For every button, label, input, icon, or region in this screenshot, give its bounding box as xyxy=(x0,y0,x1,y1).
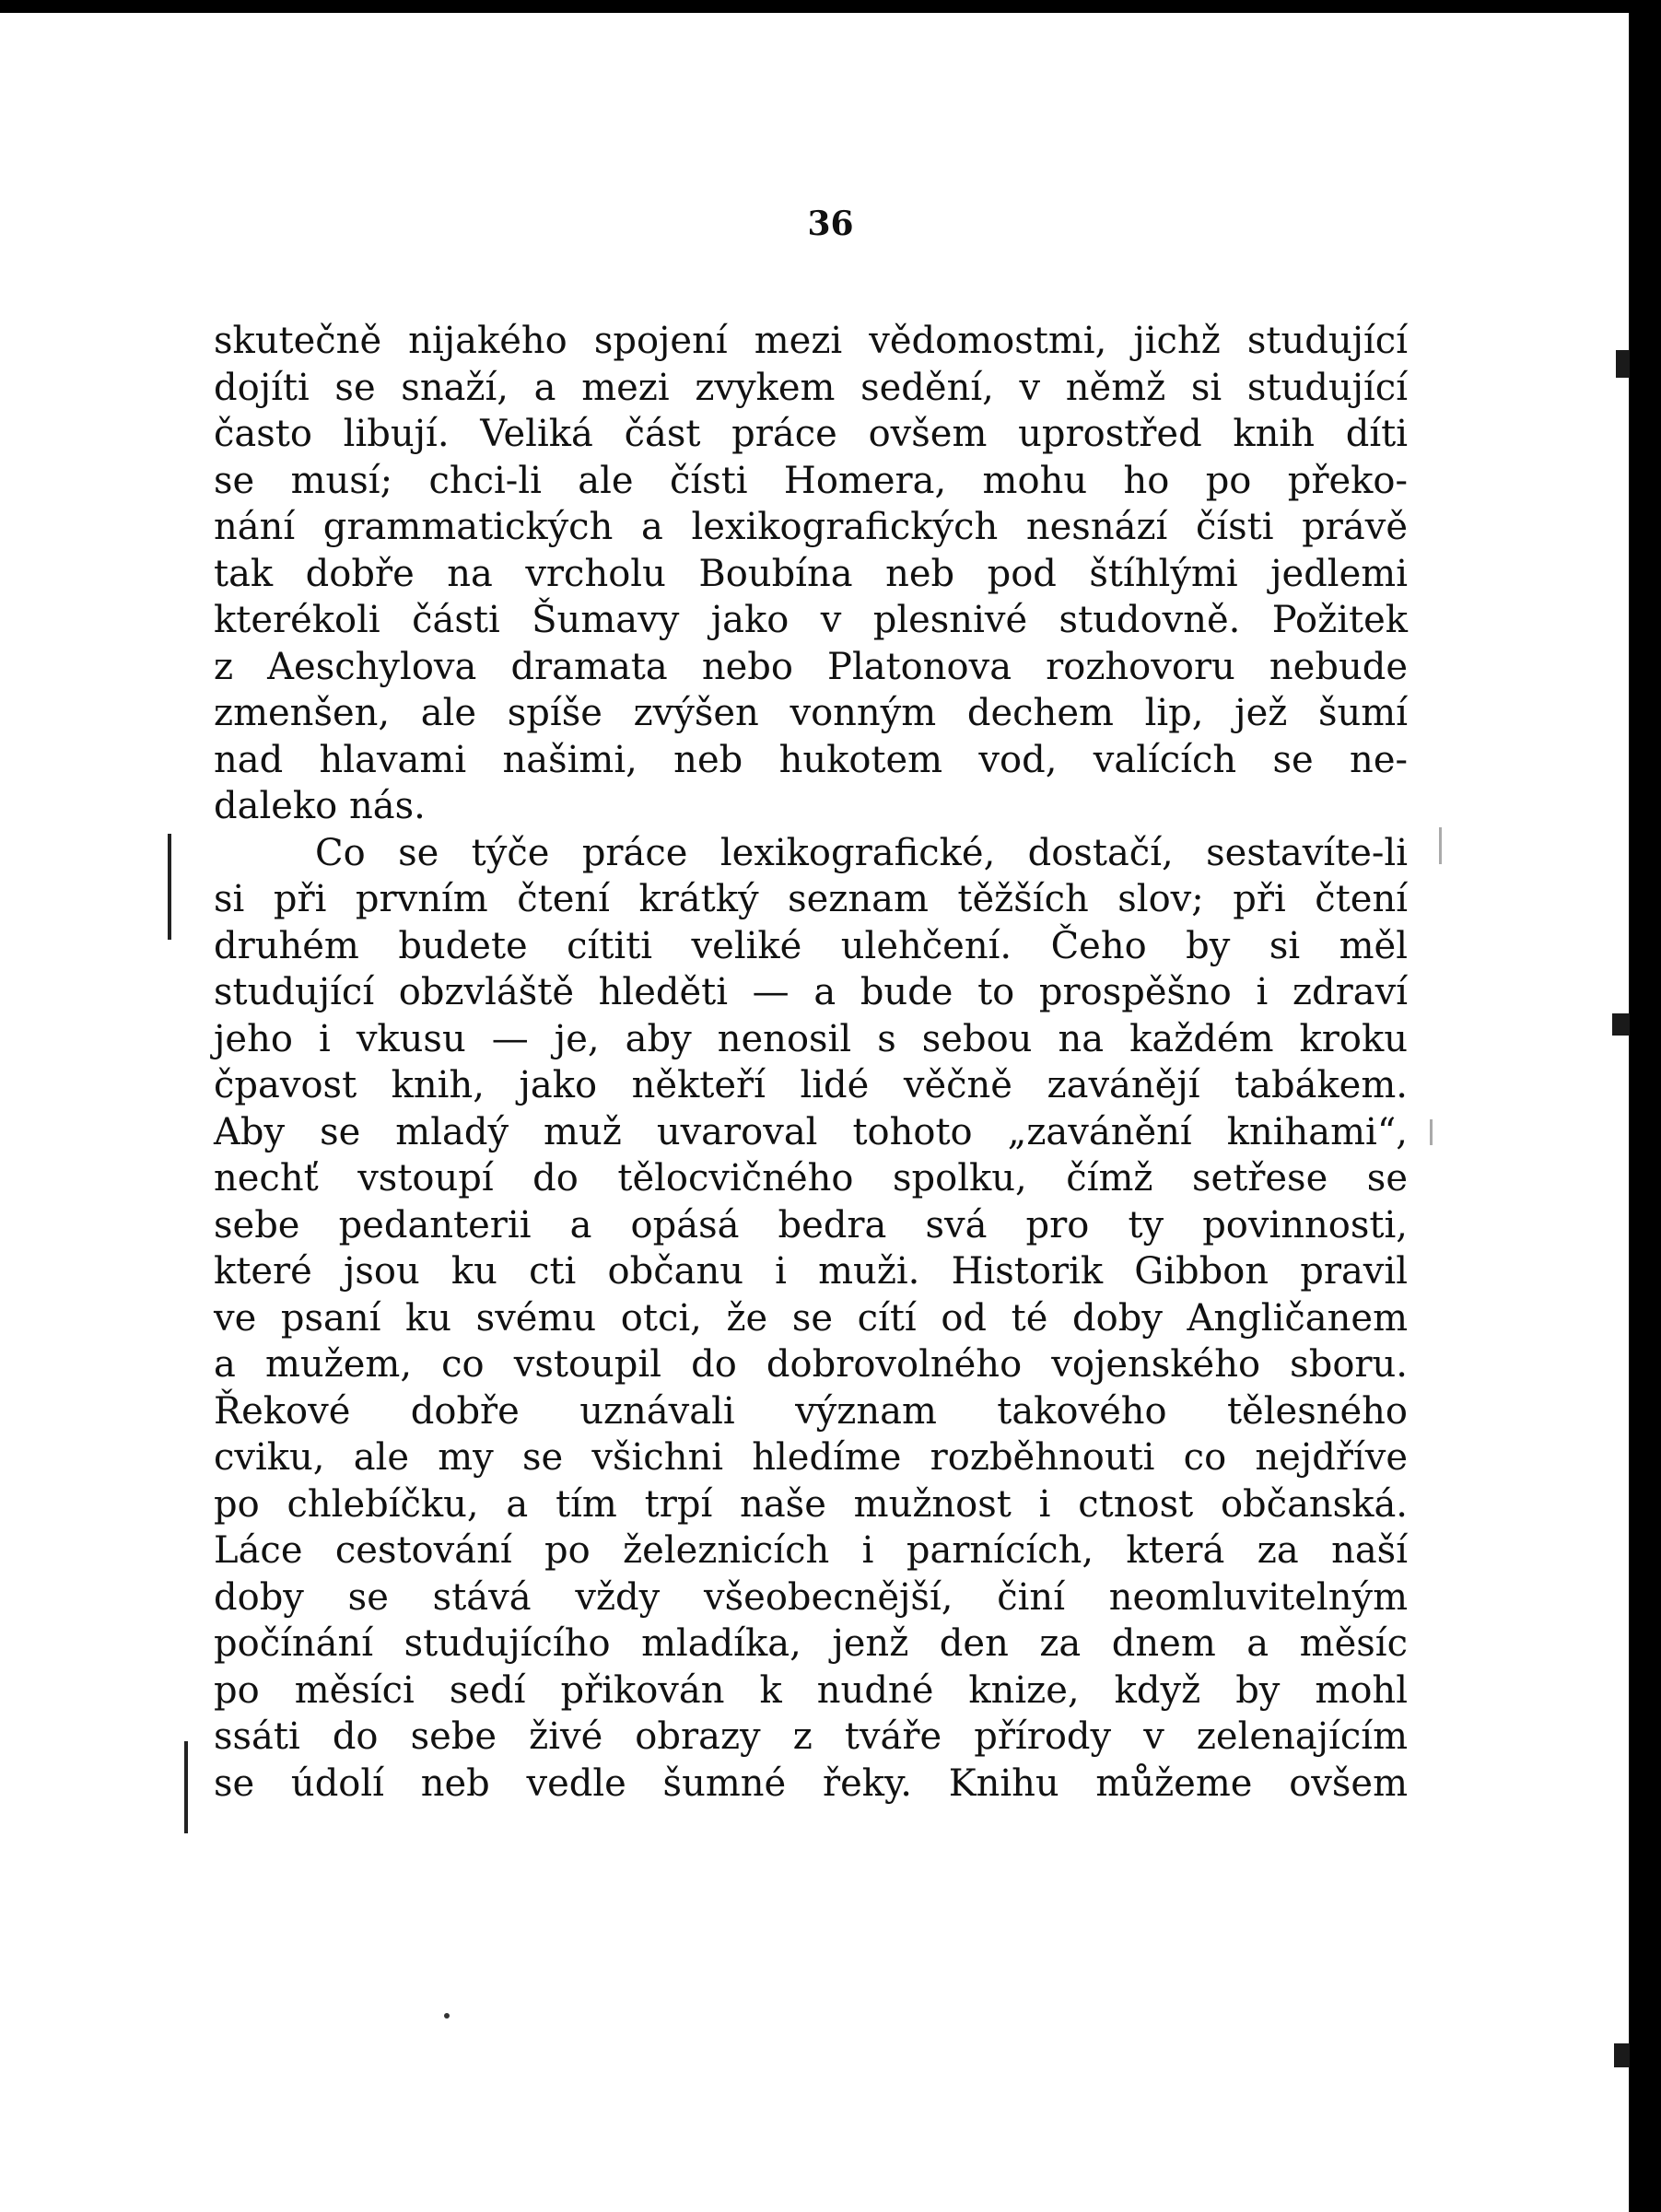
gutter-mark xyxy=(1616,350,1629,378)
text-line: kterékoli části Šumavy jako v plesnivé studovně. Požitek xyxy=(214,599,1408,641)
text-line: počínání studujícího mladíka, jenž den za dnem a měsíc xyxy=(214,1622,1408,1665)
text-line: často libují. Veliká část práce ovšem uprostřed knih díti xyxy=(214,413,1408,455)
margin-bracket xyxy=(168,834,171,940)
body-text xyxy=(214,318,1408,1807)
gutter-mark xyxy=(1614,2043,1629,2067)
text-line: skutečně nijakého spojení mezi vědomostmi, jichž studující xyxy=(214,320,1408,362)
text-line: sebe pedanterii a opásá bedra svá pro ty povinnosti, xyxy=(214,1203,1408,1246)
margin-bracket xyxy=(184,1741,188,1833)
text-line: Láce cestování po železnicích i parnících, která za naší xyxy=(214,1529,1408,1572)
text-line: dojíti se snaží, a mezi zvykem sedění, v němž si studující xyxy=(214,366,1408,409)
text-line: po chlebíčku, a tím trpí naše mužnost i ctnost občanská. xyxy=(214,1482,1408,1526)
stray-ink-dot xyxy=(444,2013,450,2019)
text-line: nání grammatických a lexikografických nesnází čísti právě xyxy=(214,506,1408,548)
text-line: po měsíci sedí přikován k nudné knize, když by mohl xyxy=(214,1668,1408,1712)
text-line: ve psaní ku svému otci, že se cítí od té doby Angličanem xyxy=(214,1296,1408,1340)
text-line: Řekové dobře uznávali význam takového tělesného xyxy=(214,1389,1408,1433)
paragraph-first-line: Co se týče práce lexikografické, dostačí, sestavíte-li xyxy=(315,831,1408,874)
text-line: cviku, ale my se všichni hledíme rozběhnouti co nejdříve xyxy=(214,1436,1408,1479)
text-line: tak dobře na vrcholu Boubína neb pod štíhlými jedlemi xyxy=(214,552,1408,595)
text-line: nad hlavami našimi, neb hukotem vod, valících se ne- xyxy=(214,738,1408,781)
text-line: nechť vstoupí do tělocvičného spolku, čímž setřese se xyxy=(214,1157,1408,1200)
margin-dot xyxy=(1430,1119,1433,1145)
text-line: druhém budete cítiti veliké ulehčení. Čeho by si měl xyxy=(214,924,1408,967)
page-number: 36 xyxy=(807,205,854,243)
text-line: Aby se mladý muž uvaroval tohoto „zavánění knihami“, xyxy=(214,1110,1408,1153)
scan-right-border xyxy=(1630,0,1661,2212)
text-line: a mužem, co vstoupil do dobrovolného vojenského sboru. xyxy=(214,1343,1408,1386)
text-line: jeho i vkusu — je, aby nenosil s sebou na každém kroku xyxy=(214,1017,1408,1060)
text-line: zmenšen, ale spíše zvýšen vonným dechem lip, jež šumí xyxy=(214,692,1408,734)
text-line: které jsou ku cti občanu i muži. Historik Gibbon pravil xyxy=(214,1250,1408,1293)
margin-dot xyxy=(1439,827,1442,864)
text-line: se údolí neb vedle šumné řeky. Knihu můžeme ovšem xyxy=(214,1761,1408,1805)
text-line: studující obzvláště hleděti — a bude to prospěšno i zdraví xyxy=(214,971,1408,1013)
text-line: se musí; chci-li ale čísti Homera, mohu ho po překo- xyxy=(214,459,1408,502)
text-line: čpavost knih, jako někteří lidé věčně zavánějí tabákem. xyxy=(214,1064,1408,1106)
text-line: z Aeschylova dramata nebo Platonova rozhovoru nebude xyxy=(214,645,1408,688)
gutter-mark xyxy=(1612,1013,1629,1036)
text-line: ssáti do sebe živé obrazy z tváře přírody v zelenajícím xyxy=(214,1715,1408,1758)
text-line: daleko nás. xyxy=(214,785,426,827)
scan-top-border xyxy=(0,0,1661,13)
text-line: si při prvním čtení krátký seznam těžších slov; při čtení xyxy=(214,878,1408,920)
text-line: doby se stává vždy všeobecnější, činí neomluvitelným xyxy=(214,1575,1408,1619)
